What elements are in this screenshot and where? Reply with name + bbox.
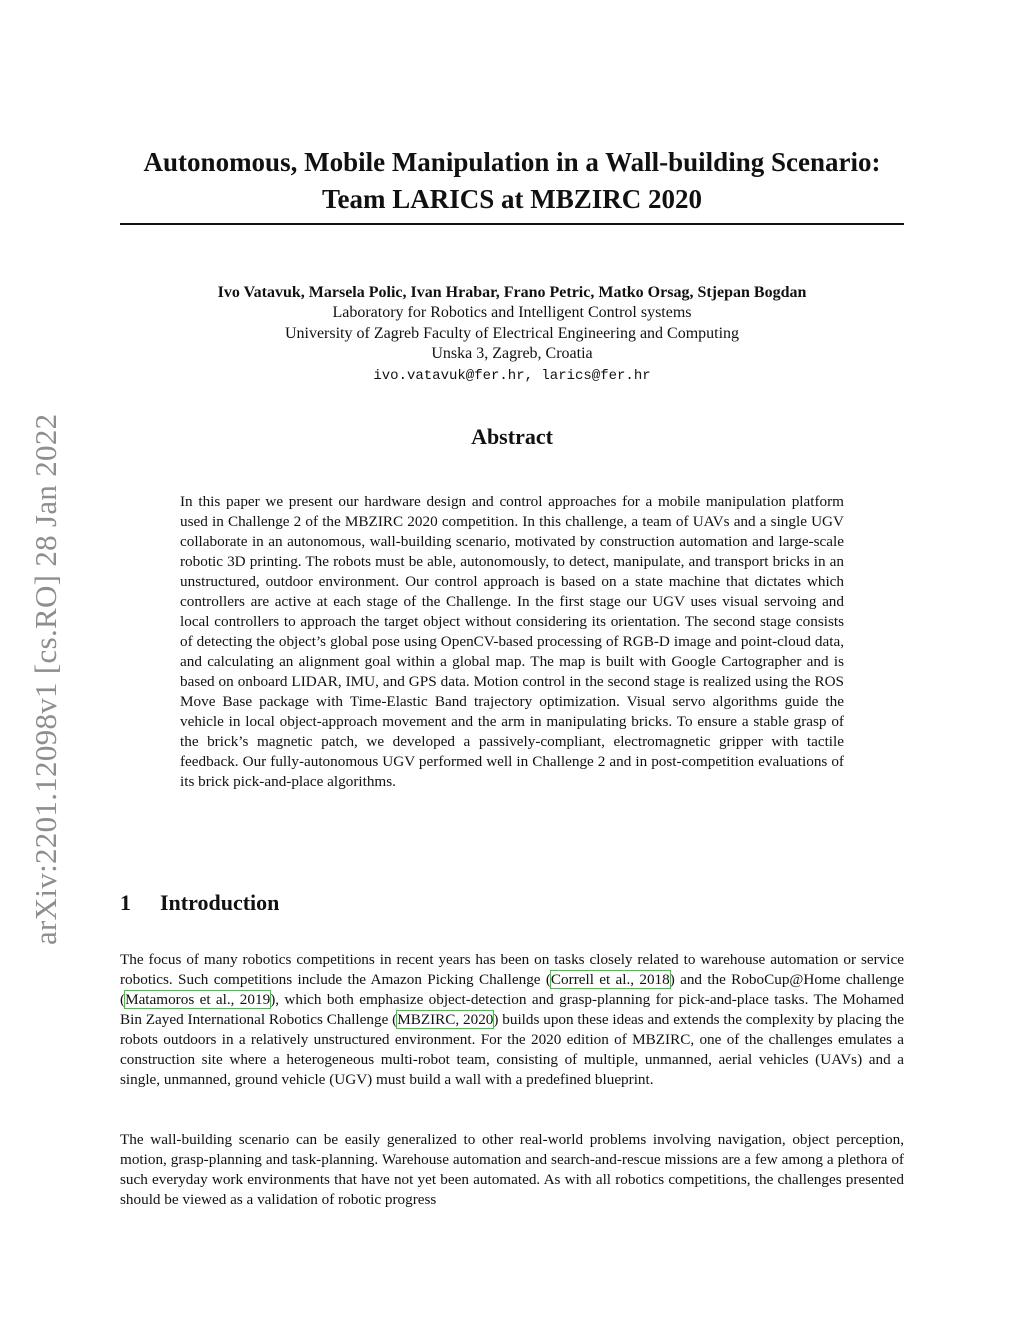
citation-link-mbzirc[interactable]: MBZIRC, 2020 xyxy=(397,1011,494,1028)
author-block xyxy=(100,283,924,387)
affiliation-lab: Laboratory for Robotics and Intelligent Control systems xyxy=(332,304,692,321)
intro-paragraph-2: The wall-building scenario can be easily generalized to other real-world problems involving navigation, object perception, motion, grasp-planning and task-planning. Warehouse automation and search-and-rescue missions are a few among a plethora of such everyday work environments that have not yet been automated. As with all robotics competitions, the challenges presented should be viewed as a validation of robotic progress xyxy=(120,1131,904,1208)
affiliation-university: University of Zagreb Faculty of Electrical Engineering and Computing xyxy=(284,324,740,342)
affiliation-address: Unska 3, Zagreb, Croatia xyxy=(431,345,593,362)
intro-p1-text-3: ), which both emphasize object-detection and grasp-planning for pick-and-place tasks. The Mohamed Bin Zayed International Robotics Challenge ( xyxy=(120,991,904,1028)
intro-paragraph-1 xyxy=(120,950,904,1090)
title-rule xyxy=(120,223,904,225)
intro-p1-text-1: The focus of many robotics competitions in recent years has been on tasks closely related to warehouse automation or service robotics. Such competitions include the Amazon Picking Challenge ( xyxy=(120,951,904,988)
paper-title: Autonomous, Mobile Manipulation in a Wall-building Scenario: Team LARICS at MBZIRC 2020 xyxy=(143,147,881,214)
arxiv-identifier-text: arXiv:2201.12098v1 [cs.RO] 28 Jan 2022 xyxy=(28,413,63,945)
section-heading-introduction xyxy=(120,890,279,916)
intro-p1-text-4: ) builds upon these ideas and extends the complexity by placing the robots outdoors in a relatively unstructured environment. For the 2020 edition of MBZIRC, one of the challenges emulates a construction site where a heterogeneous multi-robot team, consisting of multiple, unmanned, aerial vehicles (UAVs) and a single, unmanned, ground vehicle (UGV) must build a wall with a predefined blueprint. xyxy=(120,1011,904,1088)
author-names: Ivo Vatavuk, Marsela Polic, Ivan Hrabar, Frano Petric, Matko Orsag, Stjepan Bogdan xyxy=(217,284,807,301)
section-title: Introduction xyxy=(160,890,280,915)
citation-link-correll[interactable]: Correll et al., 2018 xyxy=(550,971,670,988)
author-emails: ivo.vatavuk@fer.hr, larics@fer.hr xyxy=(373,367,651,384)
abstract-heading: Abstract xyxy=(471,424,553,449)
section-number: 1 xyxy=(120,890,131,915)
abstract-body: In this paper we present our hardware design and control approaches for a mobile manipulation platform used in Challenge 2 of the MBZIRC 2020 competition. In this challenge, a team of UAVs and a single UGV collaborate in an autonomous, wall-building scenario, motivated by construction automation and large-scale robotic 3D printing. The robots must be able, autonomously, to detect, manipulate, and transport bricks in an unstructured, outdoor environment. Our control approach is based on a state machine that dictates which controllers are active at each stage of the Challenge. In the first stage our UGV uses visual servoing and local controllers to approach the target object without considering its orientation. The second stage consists of detecting the object’s global pose using OpenCV-based processing of RGB-D image and point-cloud data, and calculating an alignment goal within a global map. The map is built with Google Cartographer and is based on onboard LIDAR, IMU, and GPS data. Motion control in the second stage is realized using the ROS Move Base package with Time-Elastic Band trajectory optimization. Visual servo algorithms guide the vehicle in local object-approach movement and the arm in manipulating bricks. To ensure a stable grasp of the brick’s magnetic patch, we developed a passively-compliant, electromagnetic gripper with tactile feedback. Our fully-autonomous UGV performed well in Challenge 2 and in post-competition evaluations of its brick pick-and-place algorithms. xyxy=(180,493,844,790)
intro-p1-text-2: ) and the RoboCup@Home challenge ( xyxy=(120,971,905,1008)
citation-link-matamoros[interactable]: Matamoros et al., 2019 xyxy=(125,991,271,1008)
